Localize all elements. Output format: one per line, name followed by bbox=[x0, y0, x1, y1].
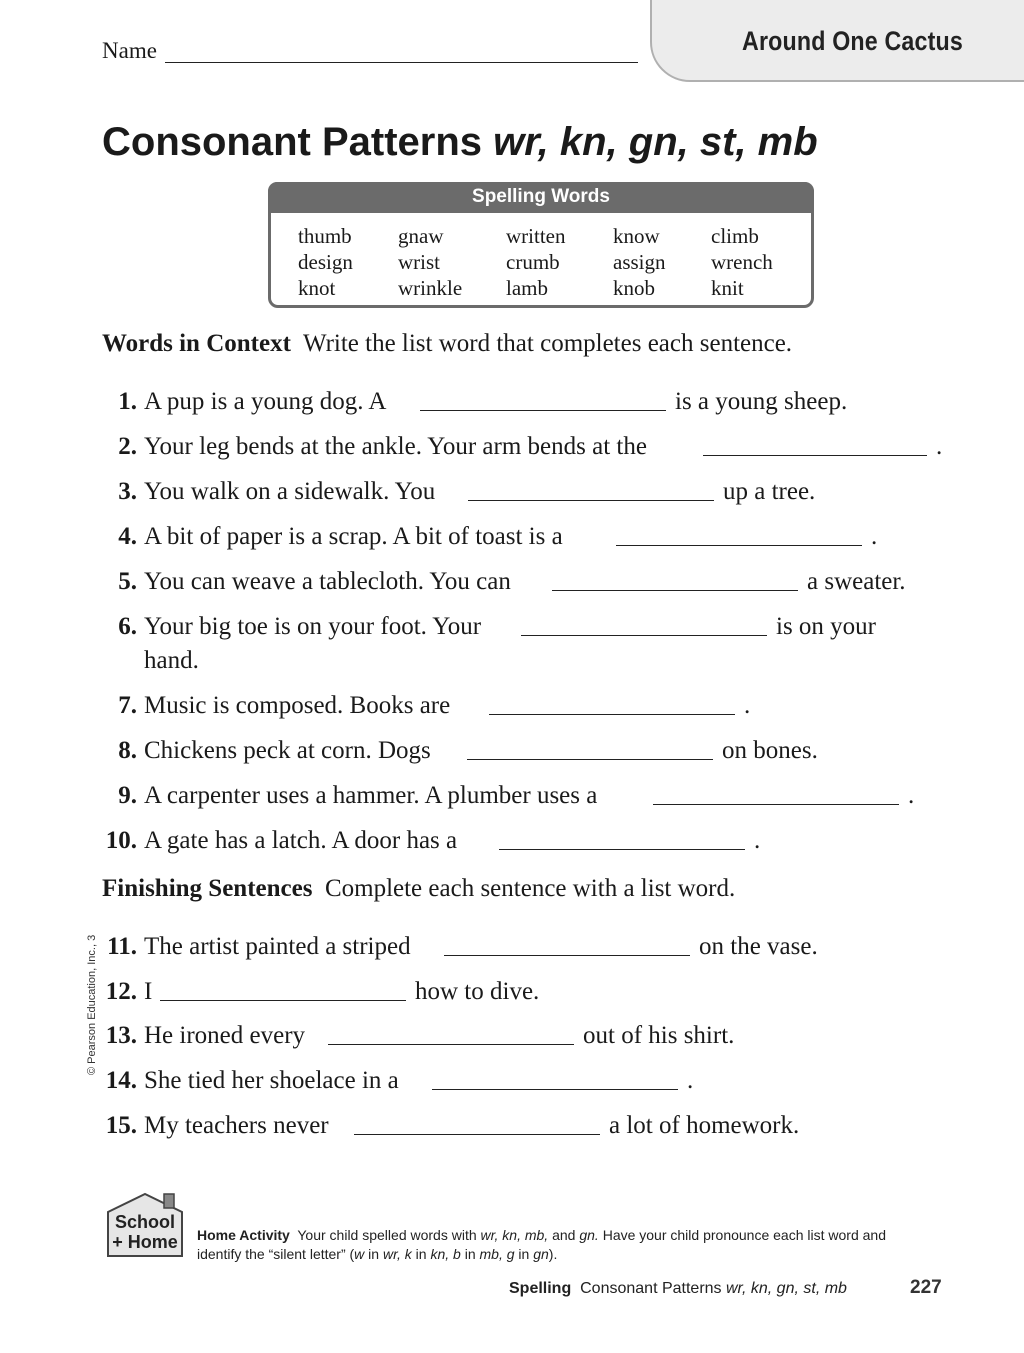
answer-blank[interactable] bbox=[420, 410, 666, 411]
answer-blank[interactable] bbox=[653, 804, 899, 805]
ha-italic: wr, k bbox=[382, 1246, 412, 1262]
spelling-word: written bbox=[506, 224, 566, 248]
answer-blank[interactable] bbox=[552, 590, 798, 591]
question-text-after: on bones. bbox=[722, 737, 818, 764]
question-item bbox=[0, 520, 1024, 554]
chimney-icon bbox=[164, 1194, 174, 1208]
question-text: Your big toe is on your foot. Your bbox=[144, 613, 482, 640]
question-item bbox=[0, 779, 1024, 813]
question-number: 6. bbox=[118, 613, 137, 640]
ha-italic: wr, kn, mb, bbox=[480, 1227, 549, 1243]
home-activity-label: Home Activity bbox=[197, 1227, 290, 1243]
question-number: 9. bbox=[118, 782, 137, 809]
answer-blank[interactable] bbox=[328, 1044, 574, 1045]
answer-blank[interactable] bbox=[703, 455, 927, 456]
logo-line2: + Home bbox=[112, 1232, 178, 1252]
question-item bbox=[0, 385, 1024, 419]
answer-blank[interactable] bbox=[521, 635, 767, 636]
question-text-after: . bbox=[754, 827, 761, 854]
question-item bbox=[0, 610, 1024, 644]
question-number: 15. bbox=[105, 1112, 137, 1139]
spelling-word: crumb bbox=[506, 250, 560, 274]
footer-topic: Consonant Patterns bbox=[580, 1280, 726, 1297]
question-item bbox=[0, 475, 1024, 509]
question-item bbox=[0, 1064, 1024, 1098]
answer-blank[interactable] bbox=[432, 1089, 678, 1090]
question-item bbox=[0, 565, 1024, 599]
answer-blank[interactable] bbox=[499, 849, 745, 850]
ha-text: in bbox=[460, 1246, 480, 1262]
question-text-after: is a young sheep. bbox=[675, 388, 848, 415]
answer-blank[interactable] bbox=[354, 1134, 600, 1135]
ha-text: in bbox=[364, 1246, 383, 1262]
question-text: A gate has a latch. A door has a bbox=[144, 827, 458, 854]
answer-blank[interactable] bbox=[489, 714, 735, 715]
spelling-word: knot bbox=[298, 276, 336, 300]
question-text-after: . bbox=[936, 433, 943, 460]
section-words-in-context bbox=[102, 330, 792, 358]
question-text: You can weave a tablecloth. You can bbox=[144, 568, 511, 595]
spelling-word: knit bbox=[711, 276, 744, 300]
question-text-after: out of his shirt. bbox=[583, 1022, 735, 1049]
answer-blank[interactable] bbox=[444, 955, 690, 956]
question-number: 12. bbox=[105, 978, 137, 1005]
ha-text: in bbox=[514, 1246, 534, 1262]
question-number: 13. bbox=[105, 1022, 137, 1049]
question-text-after: . bbox=[744, 692, 751, 719]
ha-italic: gn bbox=[533, 1246, 549, 1262]
question-text-after: how to dive. bbox=[415, 978, 540, 1005]
question-text: She tied her shoelace in a bbox=[144, 1067, 399, 1094]
question-text-after: a lot of homework. bbox=[609, 1112, 800, 1139]
question-text: I bbox=[144, 978, 153, 1005]
spelling-word: wrinkle bbox=[398, 276, 463, 300]
section-heading: Finishing Sentences bbox=[102, 875, 313, 902]
name-blank[interactable] bbox=[165, 62, 638, 63]
question-number: 1. bbox=[118, 388, 137, 415]
ha-italic: mb, g bbox=[479, 1246, 515, 1262]
answer-blank[interactable] bbox=[160, 1000, 406, 1001]
ha-text: Your child spelled words with bbox=[297, 1227, 481, 1243]
title-main: Consonant Patterns bbox=[102, 120, 494, 164]
question-text: The artist painted a striped bbox=[144, 933, 411, 960]
home-activity-note bbox=[197, 1226, 917, 1264]
spelling-word: wrench bbox=[711, 250, 773, 274]
question-text: You walk on a sidewalk. You bbox=[144, 478, 436, 505]
question-number: 11. bbox=[107, 933, 137, 960]
page-footer bbox=[509, 1280, 847, 1298]
question-item bbox=[0, 975, 1024, 1009]
question-text: He ironed every bbox=[144, 1022, 306, 1049]
title-patterns: wr, kn, gn, st, mb bbox=[493, 120, 818, 164]
logo-line1: School bbox=[114, 1212, 176, 1232]
question-text: Music is composed. Books are bbox=[144, 692, 451, 719]
question-text: My teachers never bbox=[144, 1112, 329, 1139]
ha-text: Have your child pronounce each list word and identify the “silent letter” ( bbox=[197, 1227, 886, 1262]
copyright-notice: © Pearson Education, Inc., 3 bbox=[86, 934, 98, 1075]
question-text: Chickens peck at corn. Dogs bbox=[144, 737, 431, 764]
spelling-word: climb bbox=[711, 224, 759, 248]
question-item bbox=[0, 734, 1024, 768]
question-text-after: on the vase. bbox=[699, 933, 818, 960]
question-text-after: . bbox=[908, 782, 915, 809]
answer-blank[interactable] bbox=[467, 759, 713, 760]
name-label: Name bbox=[102, 38, 157, 63]
answer-blank[interactable] bbox=[468, 500, 714, 501]
spelling-word: assign bbox=[613, 250, 666, 274]
section-instruction: Write the list word that completes each sentence. bbox=[302, 330, 793, 357]
page-number: 227 bbox=[910, 1277, 942, 1298]
question-text: Your leg bends at the ankle. Your arm bends at the bbox=[144, 433, 647, 460]
question-number: 5. bbox=[118, 568, 137, 595]
question-item bbox=[0, 1019, 1024, 1053]
question-item bbox=[0, 689, 1024, 723]
question-text-after: up a tree. bbox=[723, 478, 816, 505]
question-text: A carpenter uses a hammer. A plumber uses a bbox=[144, 782, 598, 809]
spelling-word: design bbox=[298, 250, 353, 274]
question-text: A pup is a young dog. A bbox=[144, 388, 387, 415]
question-number: 3. bbox=[118, 478, 137, 505]
section-heading: Words in Context bbox=[102, 330, 291, 357]
section-finishing-sentences bbox=[102, 875, 735, 903]
chapter-title: Around One Cactus bbox=[742, 26, 963, 56]
spelling-word: wrist bbox=[398, 250, 440, 274]
question-item bbox=[0, 930, 1024, 964]
spelling-words-header: Spelling Words bbox=[472, 186, 610, 207]
spelling-word: gnaw bbox=[398, 224, 444, 248]
question-text-after: . bbox=[871, 523, 878, 550]
ha-text: ). bbox=[548, 1246, 558, 1262]
spelling-word: lamb bbox=[506, 276, 548, 300]
footer-topic-patterns: wr, kn, gn, st, mb bbox=[726, 1280, 847, 1297]
question-text-continued: hand. bbox=[144, 647, 199, 674]
spelling-word: thumb bbox=[298, 224, 352, 248]
question-item bbox=[0, 430, 1024, 464]
question-number: 7. bbox=[118, 692, 137, 719]
spelling-word: knob bbox=[613, 276, 655, 300]
footer-subject: Spelling bbox=[509, 1280, 572, 1297]
question-text-after: a sweater. bbox=[807, 568, 906, 595]
question-text-after: is on your bbox=[776, 613, 876, 640]
question-number: 14. bbox=[105, 1067, 137, 1094]
question-text-after: . bbox=[687, 1067, 694, 1094]
ha-text: in bbox=[411, 1246, 431, 1262]
answer-blank[interactable] bbox=[616, 545, 862, 546]
question-item bbox=[0, 1109, 1024, 1143]
ha-text: and bbox=[548, 1227, 580, 1243]
question-item bbox=[0, 824, 1024, 858]
school-home-logo bbox=[100, 1190, 190, 1262]
spelling-word: know bbox=[613, 224, 660, 248]
ha-italic: gn. bbox=[579, 1227, 599, 1243]
section-instruction: Complete each sentence with a list word. bbox=[324, 875, 736, 902]
question-number: 2. bbox=[118, 433, 137, 460]
question-number: 4. bbox=[118, 523, 137, 550]
question-number: 10. bbox=[105, 827, 137, 854]
page-title bbox=[102, 120, 818, 165]
question-text: A bit of paper is a scrap. A bit of toast is a bbox=[144, 523, 563, 550]
ha-italic: w bbox=[354, 1246, 365, 1262]
question-number: 8. bbox=[118, 737, 137, 764]
ha-italic: kn, b bbox=[430, 1246, 461, 1262]
